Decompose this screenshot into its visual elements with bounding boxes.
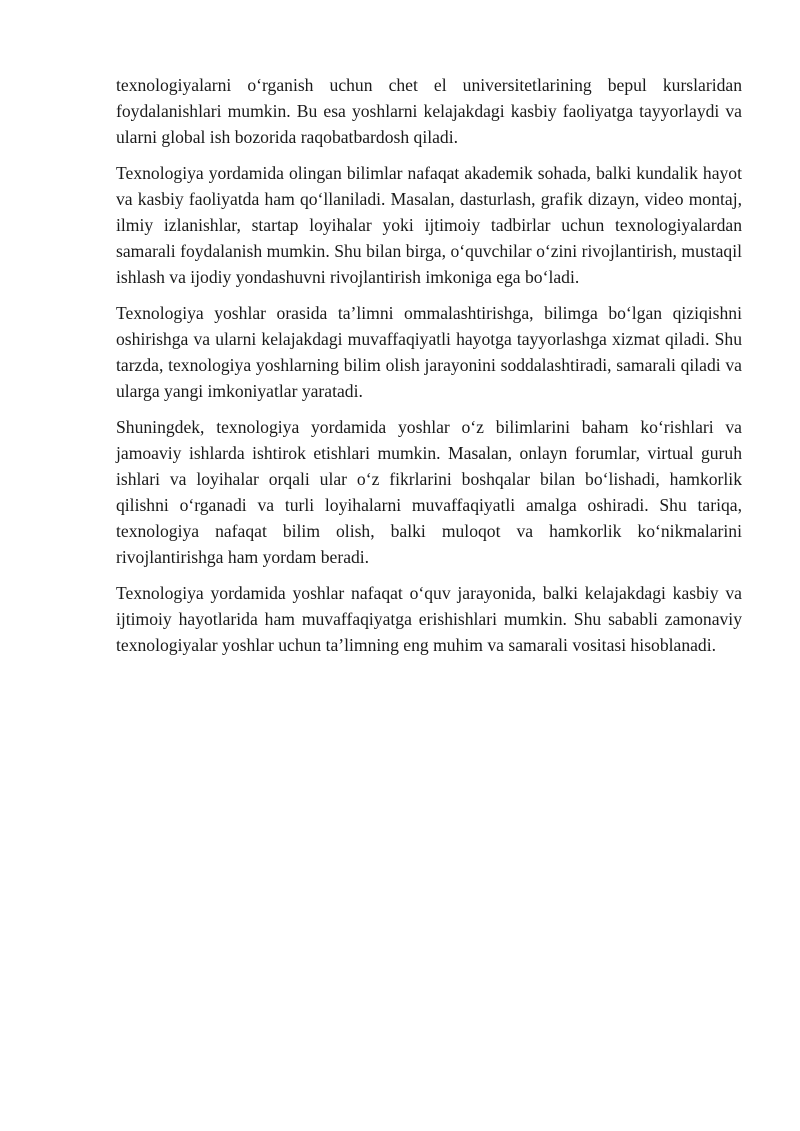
paragraph-2: Texnologiya yordamida olingan bilimlar nafaqat akademik sohada, balki kundalik hayot va kasbiy faoliyatda ham qo‘llaniladi. Masalan, dasturlash, grafik dizayn, video montaj, ilmiy izlanishlar, startap loyihalar yoki ijtimoiy tadbirlar uchun texnologiyalardan samarali foydalanish mumkin. Shu bilan birga, o‘quvchilar o‘zini rivojlantirish, mustaqil ishlash va ijodiy yondashuvni rivojlantirish imkoniga ega bo‘ladi. (116, 163, 742, 287)
paragraph-4: Shuningdek, texnologiya yordamida yoshlar o‘z bilimlarini baham ko‘rishlari va jamoaviy ishlarda ishtirok etishlari mumkin. Masalan, onlayn forumlar, virtual guruh ishlari va loyihalar orqali ular o‘z fikrlarini boshqalar bilan bo‘lishadi, hamkorlik qilishni o‘rganadi va turli loyihalarni muvaffaqiyatli amalga oshiradi. Shu tariqa, texnologiya nafaqat bilim olish, balki muloqot va hamkorlik ko‘nikmalarini rivojlantirishga ham yordam beradi. (116, 417, 742, 567)
document-body (116, 72, 742, 668)
paragraph-3: Texnologiya yoshlar orasida ta’limni ommalashtirishga, bilimga bo‘lgan qiziqishni oshirishga va ularni kelajakdagi muvaffaqiyatli hayotga tayyorlashga xizmat qiladi. Shu tarzda, texnologiya yoshlarning bilim olish jarayonini soddalashtiradi, samarali qiladi va ularga yangi imkoniyatlar yaratadi. (116, 303, 742, 401)
paragraph-5: Texnologiya yordamida yoshlar nafaqat o‘quv jarayonida, balki kelajakdagi kasbiy va ijtimoiy hayotlarida ham muvaffaqiyatga erishishlari mumkin. Shu sababli zamonaviy texnologiyalar yoshlar uchun ta’limning eng muhim va samarali vositasi hisoblanadi. (116, 583, 742, 655)
paragraph-1: texnologiyalarni o‘rganish uchun chet el universitetlarining bepul kurslaridan foydalanishlari mumkin. Bu esa yoshlarni kelajakdagi kasbiy faoliyatga tayyorlaydi va ularni global ish bozorida raqobatbardosh qiladi. (116, 75, 742, 147)
